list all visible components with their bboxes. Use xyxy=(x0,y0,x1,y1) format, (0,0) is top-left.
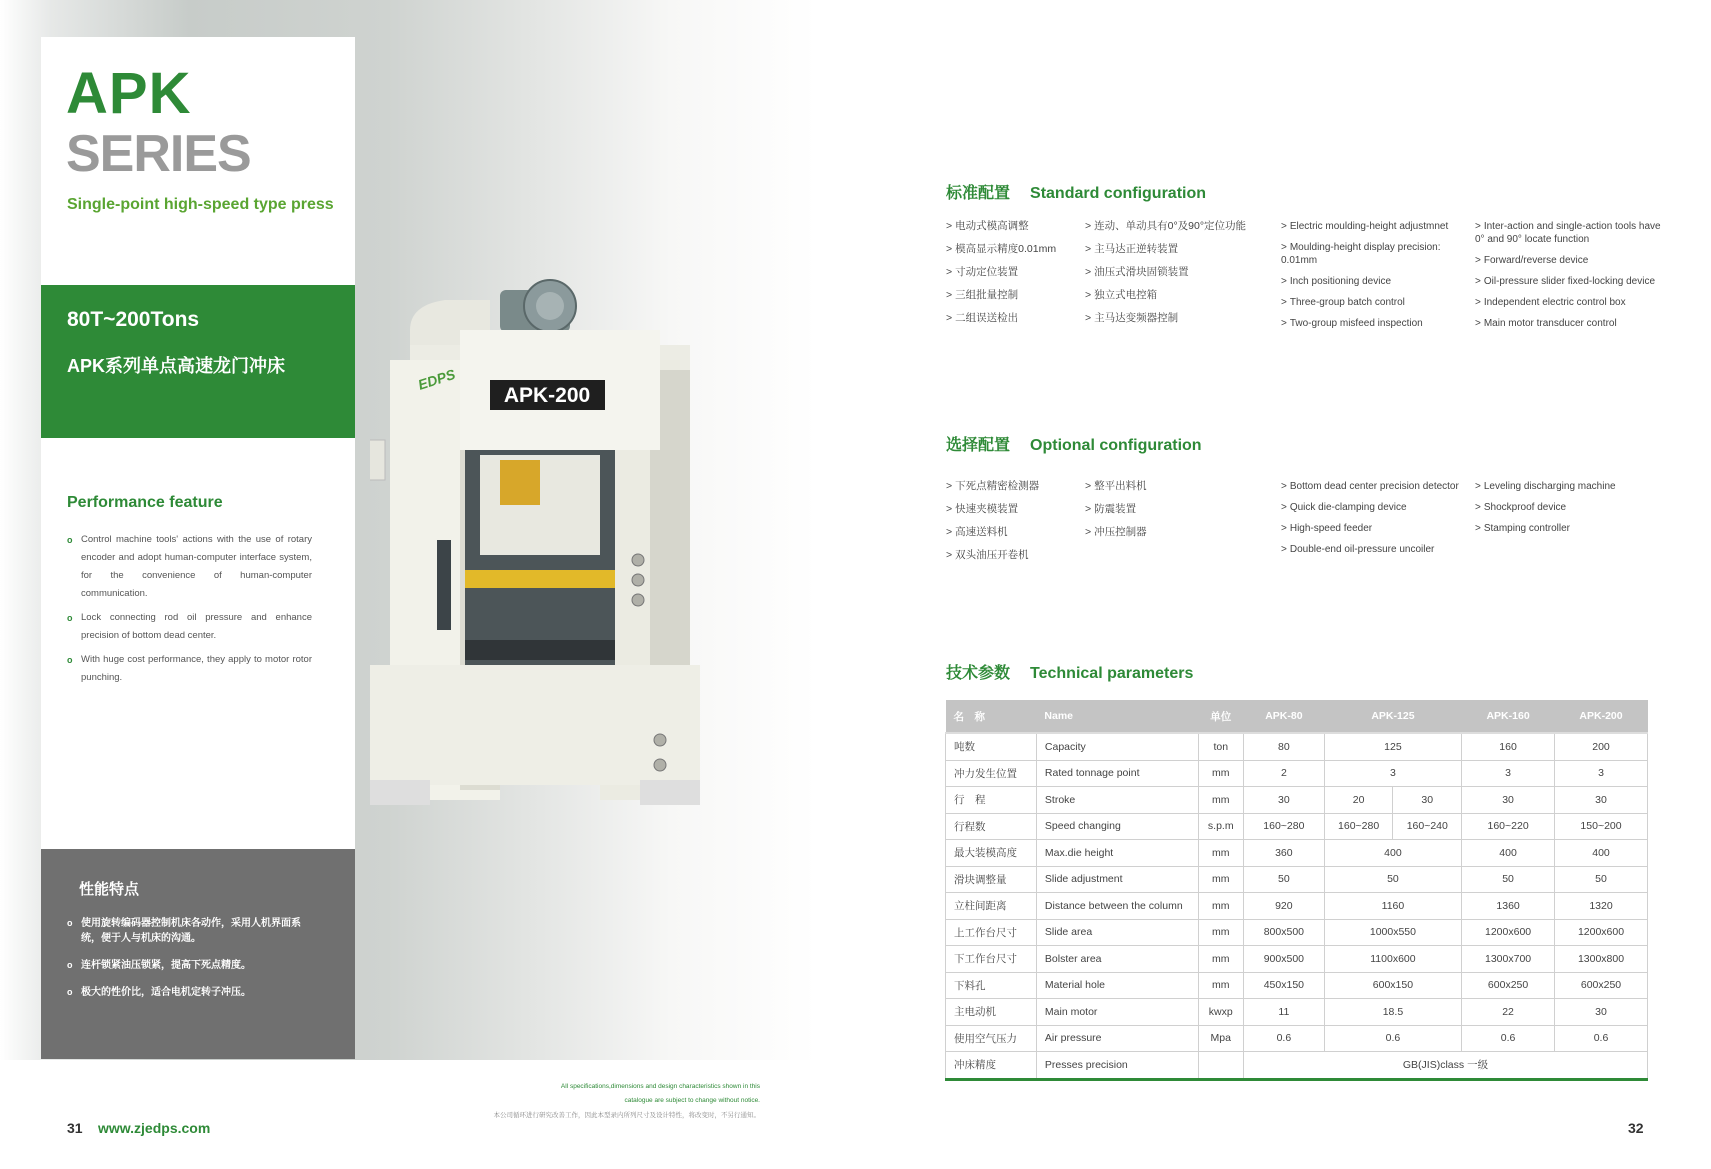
table-row xyxy=(946,919,1648,946)
table-cell: 30 xyxy=(1243,787,1324,814)
table-cell: 125 xyxy=(1324,733,1461,760)
table-row xyxy=(946,1025,1648,1052)
table-cell: 行 程 xyxy=(946,787,1037,814)
table-cell: 下料孔 xyxy=(946,972,1037,999)
table-row xyxy=(946,787,1648,814)
cn-title: APK系列单点高速龙门冲床 xyxy=(67,356,286,376)
list-item: > Bottom dead center precision detector xyxy=(1281,481,1459,492)
table-cell: Stroke xyxy=(1036,787,1198,814)
technical-parameters-table xyxy=(945,700,1648,1081)
list-item: > 高速送料机 xyxy=(946,526,1008,538)
machine-brand: EDPS xyxy=(415,365,458,393)
table-cell: 行程数 xyxy=(946,813,1037,840)
list-item: > Double-end oil-pressure uncoiler xyxy=(1281,544,1435,555)
table-cell: 400 xyxy=(1324,840,1461,867)
list-item: > 独立式电控箱 xyxy=(1085,289,1158,301)
table-cell: ton xyxy=(1198,733,1243,760)
table-cell: 400 xyxy=(1555,840,1648,867)
list-item: > Quick die-clamping device xyxy=(1281,502,1407,513)
table-cell: 0.6 xyxy=(1324,1025,1461,1052)
table-cell: mm xyxy=(1198,866,1243,893)
list-item: > 模高显示精度0.01mm xyxy=(946,243,1057,255)
table-cell: 450x150 xyxy=(1243,972,1324,999)
table-cell: 80 xyxy=(1243,733,1324,760)
header-cell: 单位 xyxy=(1198,700,1243,733)
table-cell: 0.6 xyxy=(1243,1025,1324,1052)
table-cell xyxy=(1198,1052,1243,1080)
table-cell: 1320 xyxy=(1555,893,1648,920)
table-cell: 600x150 xyxy=(1324,972,1461,999)
table-row xyxy=(946,840,1648,867)
performance-item: o Lock connecting rod oil pressure and enhance precision of bottom dead center. xyxy=(67,609,312,645)
table-cell: 冲床精度 xyxy=(946,1052,1037,1080)
table-row xyxy=(946,999,1648,1026)
list-item: > Leveling discharging machine xyxy=(1475,481,1616,492)
page-number-right: 32 xyxy=(1628,1120,1644,1136)
performance-item: o With huge cost performance, they apply to motor rotor punching. xyxy=(67,651,312,687)
header-cell: 名 称 xyxy=(946,700,1037,733)
table-cell: Max.die height xyxy=(1036,840,1198,867)
list-item: > 油压式滑块固锁装置 xyxy=(1085,266,1189,278)
footer-note-cn: 本公司循环进行研究改善工作，因此本型录内所列尺寸及设计特性，将改变时，不另行通知。 xyxy=(493,1112,760,1119)
header-cell: APK-160 xyxy=(1462,700,1555,733)
table-cell: mm xyxy=(1198,946,1243,973)
list-item: > Electric moulding-height adjustmnet xyxy=(1281,221,1449,232)
table-cell: 160~220 xyxy=(1462,813,1555,840)
tonnage-range: 80T~200Tons xyxy=(67,308,200,331)
performance-title: Performance feature xyxy=(67,494,223,511)
footer-note-en: All specifications,dimensions and design characteristics shown in this catalogue are subject to change without notice. xyxy=(560,1083,760,1104)
table-cell: 400 xyxy=(1462,840,1555,867)
performance-list xyxy=(67,531,312,693)
list-item: > 整平出料机 xyxy=(1085,480,1147,492)
list-item: > 三组批量控制 xyxy=(946,289,1019,301)
table-cell: 3 xyxy=(1324,760,1461,787)
title-series: SERIES xyxy=(66,125,251,183)
table-cell: 1000x550 xyxy=(1324,919,1461,946)
table-cell: 最大装模高度 xyxy=(946,840,1037,867)
table-cell: 3 xyxy=(1555,760,1648,787)
table-cell: 600x250 xyxy=(1555,972,1648,999)
table-cell: 160~280 xyxy=(1243,813,1324,840)
table-cell: mm xyxy=(1198,919,1243,946)
cn-performance-title: 性能特点 xyxy=(79,881,140,898)
table-cell: 30 xyxy=(1393,787,1462,814)
table-cell: 主电动机 xyxy=(946,999,1037,1026)
table-cell: 800x500 xyxy=(1243,919,1324,946)
table-cell: 上工作台尺寸 xyxy=(946,919,1037,946)
table-cell: 920 xyxy=(1243,893,1324,920)
list-item: > 二组误送检出 xyxy=(946,312,1019,324)
list-item: > High-speed feeder xyxy=(1281,523,1373,534)
table-cell: 1300x800 xyxy=(1555,946,1648,973)
table-cell: 2 xyxy=(1243,760,1324,787)
optional-config-title: 选择配置 Optional configuration xyxy=(946,437,1202,454)
optional-en-col1 xyxy=(1281,480,1471,564)
table-cell: Capacity xyxy=(1036,733,1198,760)
table-cell: 50 xyxy=(1462,866,1555,893)
table-cell: mm xyxy=(1198,972,1243,999)
header-cell: APK-200 xyxy=(1555,700,1648,733)
table-cell: 吨数 xyxy=(946,733,1037,760)
table-cell: 600x250 xyxy=(1462,972,1555,999)
table-cell: 20 xyxy=(1324,787,1393,814)
cn-performance-list xyxy=(67,916,317,1012)
page-number-left: 31 xyxy=(67,1120,83,1136)
standard-config-title: 标准配置 Standard configuration xyxy=(946,185,1207,202)
table-row xyxy=(946,760,1648,787)
table-cell: 1160 xyxy=(1324,893,1461,920)
table-cell: 立柱间距离 xyxy=(946,893,1037,920)
standard-cn-col2 xyxy=(1085,220,1270,335)
header-cell: APK-80 xyxy=(1243,700,1324,733)
table-cell: mm xyxy=(1198,893,1243,920)
table-cell: 160~280 xyxy=(1324,813,1393,840)
list-item: > Inter-action and single-action tools have 0° and 90° locate function xyxy=(1475,221,1661,245)
list-item: > Forward/reverse device xyxy=(1475,255,1589,266)
table-row xyxy=(946,946,1648,973)
table-row xyxy=(946,866,1648,893)
table-cell: 11 xyxy=(1243,999,1324,1026)
header-cell: Name xyxy=(1036,700,1198,733)
table-cell: 使用空气压力 xyxy=(946,1025,1037,1052)
list-item: > Shockproof device xyxy=(1475,502,1567,513)
list-item: > 防震装置 xyxy=(1085,503,1137,515)
optional-en-col2 xyxy=(1475,480,1665,543)
optional-cn-col2 xyxy=(1085,480,1265,549)
table-cell: Slide adjustment xyxy=(1036,866,1198,893)
table-cell: 50 xyxy=(1243,866,1324,893)
table-cell: Material hole xyxy=(1036,972,1198,999)
optional-cn-col1 xyxy=(946,480,1076,572)
standard-en-col1 xyxy=(1281,220,1471,338)
machine-label: APK-200 xyxy=(503,384,591,407)
table-cell: Presses precision xyxy=(1036,1052,1198,1080)
list-item: > Inch positioning device xyxy=(1281,276,1392,287)
list-item: > 电动式模高调整 xyxy=(946,220,1029,232)
table-cell: 900x500 xyxy=(1243,946,1324,973)
table-cell: Speed changing xyxy=(1036,813,1198,840)
table-cell: 1100x600 xyxy=(1324,946,1461,973)
table-row xyxy=(946,1052,1648,1080)
table-cell: 1200x600 xyxy=(1555,919,1648,946)
table-cell: 18.5 xyxy=(1324,999,1461,1026)
table-header-row xyxy=(946,700,1648,733)
list-item: > 快速夹模装置 xyxy=(946,503,1019,515)
list-item: > 双头油压开卷机 xyxy=(946,549,1029,561)
table-cell: 1200x600 xyxy=(1462,919,1555,946)
table-cell: kwxp xyxy=(1198,999,1243,1026)
list-item: > Independent electric control box xyxy=(1475,297,1626,308)
cn-performance-item: o 使用旋转编码器控制机床各动作，采用人机界面系统，便于人与机床的沟通。 xyxy=(67,916,317,946)
list-item: > Moulding-height display precision: 0.01mm xyxy=(1281,242,1441,266)
table-cell: 150~200 xyxy=(1555,813,1648,840)
table-cell: 30 xyxy=(1462,787,1555,814)
list-item: > Oil-pressure slider fixed-locking device xyxy=(1475,276,1656,287)
subtitle: Single-point high-speed type press xyxy=(67,196,334,213)
table-cell: 1360 xyxy=(1462,893,1555,920)
table-cell: 50 xyxy=(1324,866,1461,893)
standard-en-col2 xyxy=(1475,220,1665,338)
list-item: > Two-group misfeed inspection xyxy=(1281,318,1423,329)
table-cell: 200 xyxy=(1555,733,1648,760)
table-cell: Distance between the column xyxy=(1036,893,1198,920)
table-cell: 滑块调整量 xyxy=(946,866,1037,893)
table-row xyxy=(946,813,1648,840)
table-row xyxy=(946,733,1648,760)
list-item: > Stamping controller xyxy=(1475,523,1570,534)
title-apk: APK xyxy=(66,61,192,126)
table-cell: 3 xyxy=(1462,760,1555,787)
list-item: > Main motor transducer control xyxy=(1475,318,1617,329)
table-cell: 22 xyxy=(1462,999,1555,1026)
table-cell: 160~240 xyxy=(1393,813,1462,840)
table-cell: Bolster area xyxy=(1036,946,1198,973)
table-cell: 冲力发生位置 xyxy=(946,760,1037,787)
table-cell: 0.6 xyxy=(1462,1025,1555,1052)
table-cell: 1300x700 xyxy=(1462,946,1555,973)
cn-performance-item: o 极大的性价比，适合电机定转子冲压。 xyxy=(67,985,317,1000)
table-cell: 160 xyxy=(1462,733,1555,760)
press-machine-image xyxy=(370,270,760,870)
cn-performance-item: o 连杆锁紧油压锁紧，提高下死点精度。 xyxy=(67,958,317,973)
table-row xyxy=(946,893,1648,920)
table-cell: Rated tonnage point xyxy=(1036,760,1198,787)
table-cell: mm xyxy=(1198,787,1243,814)
website-link[interactable]: www.zjedps.com xyxy=(98,1120,211,1136)
table-cell: 360 xyxy=(1243,840,1324,867)
header-cell: APK-125 xyxy=(1324,700,1461,733)
standard-cn-col1 xyxy=(946,220,1076,335)
table-cell: mm xyxy=(1198,760,1243,787)
list-item: > 下死点精密检测器 xyxy=(946,480,1040,492)
list-item: > 冲压控制器 xyxy=(1085,526,1147,538)
table-cell: 50 xyxy=(1555,866,1648,893)
table-cell: GB(JIS)class 一级 xyxy=(1243,1052,1647,1080)
table-cell: 30 xyxy=(1555,787,1648,814)
table-cell: Slide area xyxy=(1036,919,1198,946)
list-item: > 连动、单动具有0°及90°定位功能 xyxy=(1085,220,1247,232)
list-item: > Three-group batch control xyxy=(1281,297,1405,308)
list-item: > 寸动定位装置 xyxy=(946,266,1019,278)
list-item: > 主马达变频器控制 xyxy=(1085,312,1179,324)
performance-item: o Control machine tools' actions with the use of rotary encoder and adopt human-computer interface system, for the convenience of human-computer communication. xyxy=(67,531,312,603)
table-cell: 下工作台尺寸 xyxy=(946,946,1037,973)
table-cell: mm xyxy=(1198,840,1243,867)
table-cell: Mpa xyxy=(1198,1025,1243,1052)
table-cell: 0.6 xyxy=(1555,1025,1648,1052)
table-cell: s.p.m xyxy=(1198,813,1243,840)
table-cell: 30 xyxy=(1555,999,1648,1026)
table-cell: Main motor xyxy=(1036,999,1198,1026)
table-row xyxy=(946,972,1648,999)
list-item: > 主马达正逆转装置 xyxy=(1085,243,1179,255)
table-cell: Air pressure xyxy=(1036,1025,1198,1052)
technical-title: 技术参数 Technical parameters xyxy=(946,665,1194,682)
